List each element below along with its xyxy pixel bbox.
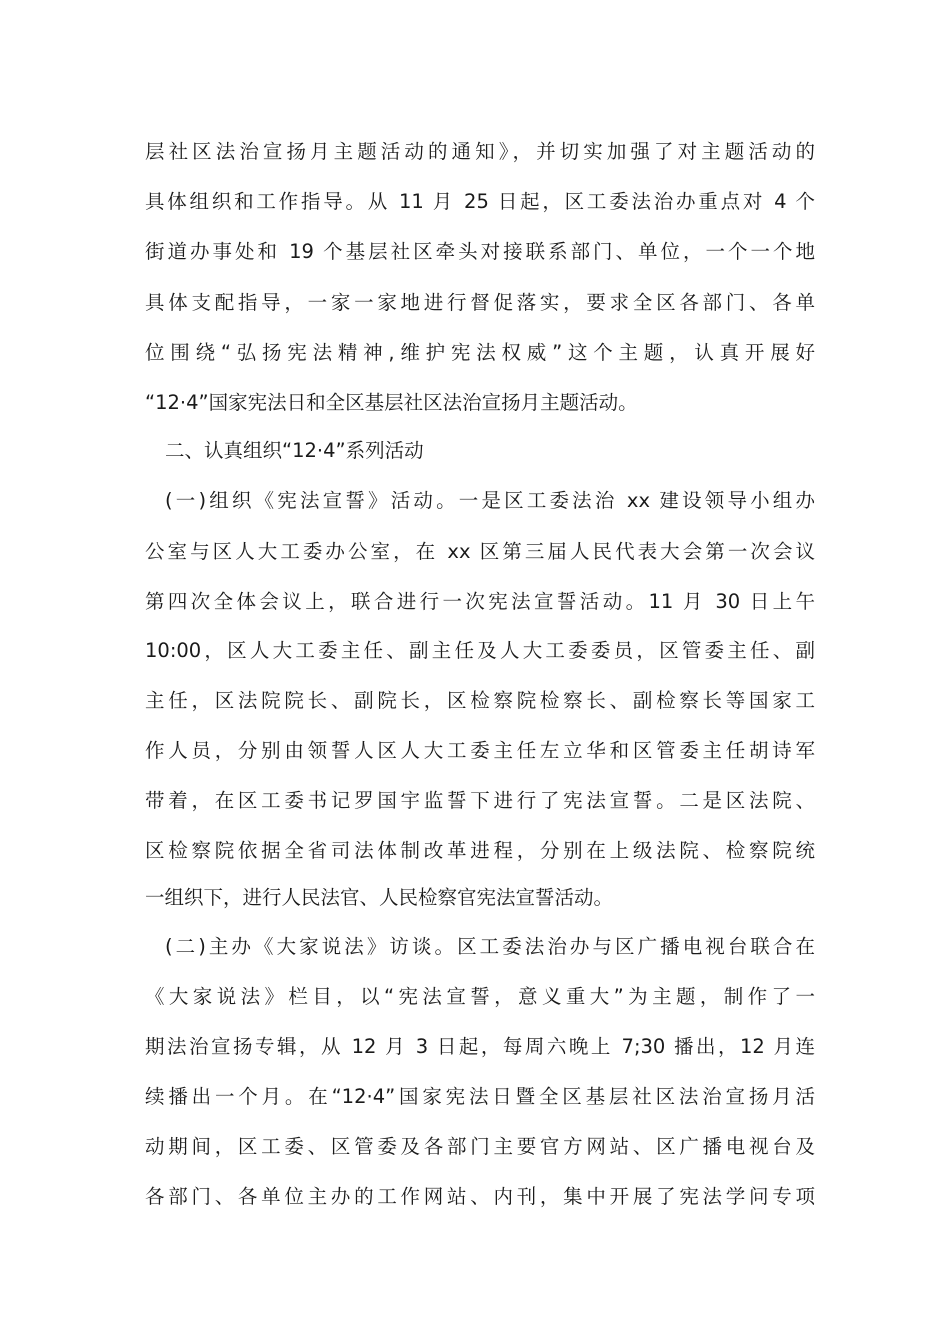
text-line: 10:00，区人大工委主任、副主任及人大工委委员，区管委主任、副 — [145, 639, 815, 662]
text-line: “12·4”国家宪法日和全区基层社区法治宣扬月主题活动。 — [145, 391, 638, 414]
text-line: 具体组织和工作指导。从 11 月 25 日起，区工委法治办重点对 4 个 — [145, 190, 815, 213]
text-line: 动期间，区工委、区管委及各部门主要官方网站、区广播电视台及 — [145, 1135, 815, 1158]
text-line: 《大家说法》栏目，以“宪法宣誓，意义重大”为主题，制作了一 — [145, 985, 815, 1008]
text-line: 一组织下，进行人民法官、人民检察官宪法宣誓活动。 — [145, 886, 614, 909]
section-heading: 二、认真组织“12·4”系列活动 — [165, 439, 424, 462]
text-line: 层社区法治宣扬月主题活动的通知》，并切实加强了对主题活动的 — [145, 140, 815, 163]
text-line: 街道办事处和 19 个基层社区牵头对接联系部门、单位，一个一个地 — [145, 240, 815, 263]
paragraph-first-line: (一)组织《宪法宣誓》活动。一是区工委法治 xx 建设领导小组办 — [165, 489, 815, 512]
text-line: 作人员，分别由领誓人区人大工委主任左立华和区管委主任胡诗军 — [145, 739, 815, 762]
text-line: 位围绕“弘扬宪法精神,维护宪法权威”这个主题，认真开展好 — [145, 341, 815, 364]
text-line: 期法治宣扬专辑，从 12 月 3 日起，每周六晚上 7;30 播出，12 月连 — [145, 1035, 815, 1058]
text-line: 带着，在区工委书记罗国宇监誓下进行了宪法宣誓。二是区法院、 — [145, 789, 815, 812]
text-line: 区检察院依据全省司法体制改革进程，分别在上级法院、检察院统 — [145, 839, 815, 862]
text-line: 各部门、各单位主办的工作网站、内刊，集中开展了宪法学问专项 — [145, 1185, 815, 1208]
text-line: 公室与区人大工委办公室，在 xx 区第三届人民代表大会第一次会议 — [145, 540, 815, 563]
text-line: 具体支配指导，一家一家地进行督促落实，要求全区各部门、各单 — [145, 291, 815, 314]
text-line: 主任，区法院院长、副院长，区检察院检察长、副检察长等国家工 — [145, 689, 815, 712]
text-line: 续播出一个月。在“12·4”国家宪法日暨全区基层社区法治宣扬月活 — [145, 1085, 815, 1108]
paragraph-first-line: (二)主办《大家说法》访谈。区工委法治办与区广播电视台联合在 — [165, 935, 815, 958]
text-line: 第四次全体会议上，联合进行一次宪法宣誓活动。11 月 30 日上午 — [145, 590, 815, 613]
